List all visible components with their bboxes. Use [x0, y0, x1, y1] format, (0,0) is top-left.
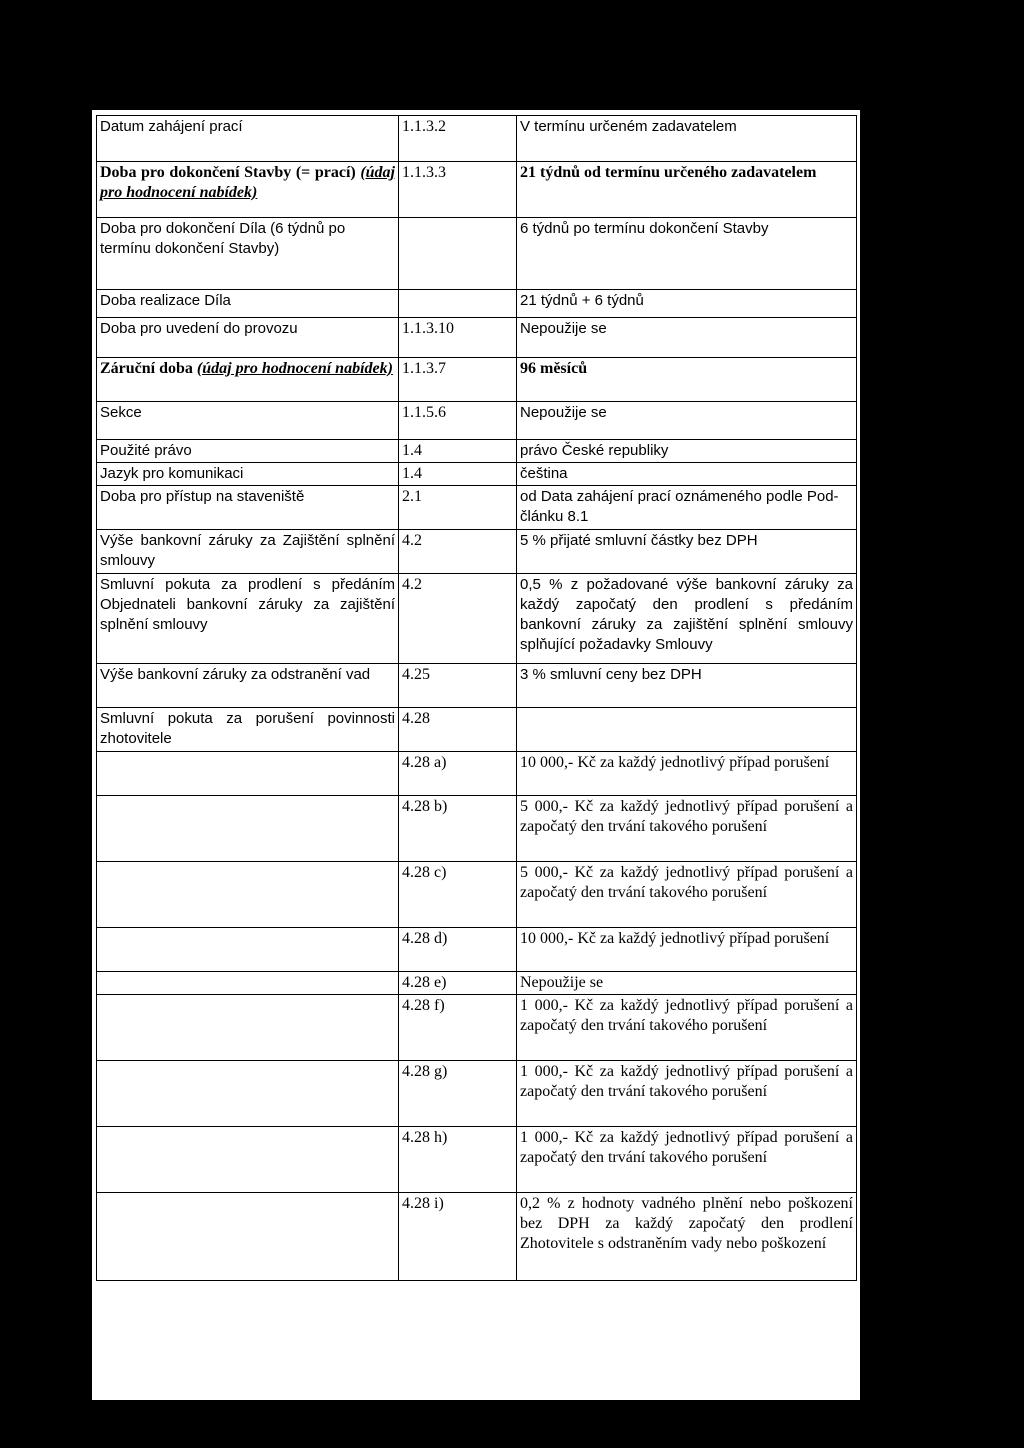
- penalty-blank-cell: [97, 928, 399, 972]
- row-value: 6 týdnů po termínu dokončení Stavby: [517, 218, 857, 290]
- penalty-blank-cell: [97, 752, 399, 796]
- row-label: Výše bankovní záruky za Zajištění splnění smlouvy: [97, 530, 399, 574]
- row-value: čeština: [517, 463, 857, 486]
- row-ref: 4.2: [399, 574, 517, 664]
- row-label-note: (údaj pro hodnocení nabídek): [196, 360, 393, 377]
- penalty-row: [97, 972, 857, 995]
- penalty-ref: 4.28 a): [399, 752, 517, 796]
- row-value: 21 týdnů + 6 týdnů: [517, 290, 857, 318]
- row-label-text: Doba pro dokončení Stavby (= prací): [100, 164, 356, 181]
- row-ref: 1.1.3.10: [399, 318, 517, 358]
- penalty-value: 0,2 % z hodnoty vadného plnění nebo poškození bez DPH za každý započatý den prodlení Zhotovitele s odstraněním vady nebo poškození: [517, 1193, 857, 1281]
- penalty-blank-cell: [97, 862, 399, 928]
- penalty-blank-cell: [97, 972, 399, 995]
- table-row: [97, 574, 857, 664]
- row-value: 3 % smluvní ceny bez DPH: [517, 664, 857, 708]
- table-row: [97, 530, 857, 574]
- penalty-ref: 4.28 f): [399, 995, 517, 1061]
- penalty-blank-cell: [97, 1193, 399, 1281]
- row-ref: 1.4: [399, 440, 517, 463]
- penalty-row: [97, 928, 857, 972]
- row-ref: 4.2: [399, 530, 517, 574]
- row-ref: 4.28: [399, 708, 517, 752]
- row-label: Smluvní pokuta za prodlení s předáním Objednateli bankovní záruky za zajištění splnění smlouvy: [97, 574, 399, 664]
- row-value: [517, 708, 857, 752]
- penalty-blank-cell: [97, 1127, 399, 1193]
- penalty-value: 10 000,- Kč za každý jednotlivý případ porušení: [517, 928, 857, 972]
- row-label-text: Záruční doba: [100, 360, 193, 377]
- row-label: Doba realizace Díla: [97, 290, 399, 318]
- penalty-ref: 4.28 e): [399, 972, 517, 995]
- penalty-value: 5 000,- Kč za každý jednotlivý případ porušení a započatý den trvání takového porušení: [517, 862, 857, 928]
- row-ref: 2.1: [399, 486, 517, 530]
- row-label: [97, 162, 399, 218]
- table-row: [97, 218, 857, 290]
- row-label: Doba pro dokončení Díla (6 týdnů po termínu dokončení Stavby): [97, 218, 399, 290]
- row-label: Doba pro přístup na staveniště: [97, 486, 399, 530]
- penalty-blank-cell: [97, 995, 399, 1061]
- row-label: [97, 358, 399, 402]
- document-page: [92, 110, 860, 1400]
- penalty-row: [97, 1061, 857, 1127]
- penalty-ref: 4.28 d): [399, 928, 517, 972]
- table-row: [97, 402, 857, 440]
- table-row: [97, 486, 857, 530]
- row-ref: [399, 218, 517, 290]
- row-label: Datum zahájení prací: [97, 116, 399, 162]
- table-row: [97, 358, 857, 402]
- table-row: [97, 664, 857, 708]
- penalty-value: Nepoužije se: [517, 972, 857, 995]
- penalty-value: 1 000,- Kč za každý jednotlivý případ porušení a započatý den trvání takového porušení: [517, 1061, 857, 1127]
- row-value: Nepoužije se: [517, 402, 857, 440]
- row-value: Nepoužije se: [517, 318, 857, 358]
- row-ref: 4.25: [399, 664, 517, 708]
- penalty-value: 5 000,- Kč za každý jednotlivý případ porušení a započatý den trvání takového porušení: [517, 796, 857, 862]
- row-label: Použité právo: [97, 440, 399, 463]
- penalty-row: [97, 995, 857, 1061]
- penalty-ref: 4.28 g): [399, 1061, 517, 1127]
- penalty-ref: 4.28 h): [399, 1127, 517, 1193]
- contract-data-table: [96, 115, 857, 1281]
- row-value: 5 % přijaté smluvní částky bez DPH: [517, 530, 857, 574]
- table-row: [97, 116, 857, 162]
- row-value: 0,5 % z požadované výše bankovní záruky za každý započatý den prodlení s předáním bankovní záruky za zajištění splnění smlouvy splňující požadavky Smlouvy: [517, 574, 857, 664]
- penalty-value: 10 000,- Kč za každý jednotlivý případ porušení: [517, 752, 857, 796]
- penalty-row: [97, 752, 857, 796]
- row-ref: [399, 290, 517, 318]
- penalty-value: 1 000,- Kč za každý jednotlivý případ porušení a započatý den trvání takového porušení: [517, 1127, 857, 1193]
- table-row: [97, 463, 857, 486]
- penalty-row: [97, 796, 857, 862]
- row-label: Sekce: [97, 402, 399, 440]
- penalty-ref: 4.28 c): [399, 862, 517, 928]
- row-value: právo České republiky: [517, 440, 857, 463]
- row-ref: 1.4: [399, 463, 517, 486]
- penalty-row: [97, 1127, 857, 1193]
- penalty-row: [97, 1193, 857, 1281]
- row-value: 21 týdnů od termínu určeného zadavatelem: [517, 162, 857, 218]
- row-label: Výše bankovní záruky za odstranění vad: [97, 664, 399, 708]
- table-row: [97, 318, 857, 358]
- penalty-value: 1 000,- Kč za každý jednotlivý případ porušení a započatý den trvání takového porušení: [517, 995, 857, 1061]
- row-label-note: (údaj pro hodnocení nabídek): [100, 164, 395, 201]
- penalty-blank-cell: [97, 796, 399, 862]
- row-label: Jazyk pro komunikaci: [97, 463, 399, 486]
- row-value: V termínu určeném zadavatelem: [517, 116, 857, 162]
- table-row: [97, 708, 857, 752]
- row-value: od Data zahájení prací oznámeného podle Pod-článku 8.1: [517, 486, 857, 530]
- row-ref: 1.1.3.2: [399, 116, 517, 162]
- row-label: Doba pro uvedení do provozu: [97, 318, 399, 358]
- row-value: 96 měsíců: [517, 358, 857, 402]
- table-row: [97, 290, 857, 318]
- penalty-blank-cell: [97, 1061, 399, 1127]
- row-label: Smluvní pokuta za porušení povinnosti zhotovitele: [97, 708, 399, 752]
- penalty-ref: 4.28 b): [399, 796, 517, 862]
- table-row: [97, 440, 857, 463]
- table-row: [97, 162, 857, 218]
- penalty-row: [97, 862, 857, 928]
- row-ref: 1.1.3.7: [399, 358, 517, 402]
- row-ref: 1.1.5.6: [399, 402, 517, 440]
- penalty-ref: 4.28 i): [399, 1193, 517, 1281]
- row-ref: 1.1.3.3: [399, 162, 517, 218]
